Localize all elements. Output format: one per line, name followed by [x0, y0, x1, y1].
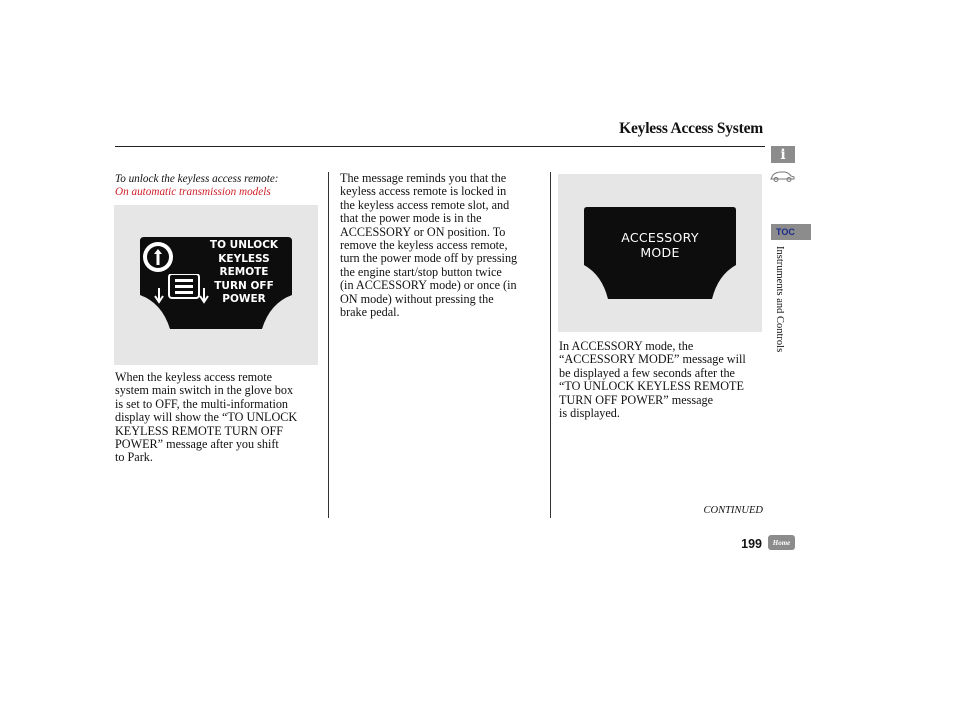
- text-line: “ACCESSORY MODE” message will: [559, 352, 746, 367]
- figure-unlock-message: [114, 205, 318, 365]
- text-line: to Park.: [115, 450, 153, 465]
- text-line: TURN OFF POWER” message: [559, 392, 714, 407]
- text-line: is displayed.: [559, 406, 620, 421]
- home-label: Home: [772, 538, 791, 547]
- text-line: In ACCESSORY mode, the: [559, 339, 694, 353]
- text-line: When the keyless access remote: [115, 370, 273, 384]
- display-line: MODE: [640, 245, 680, 260]
- text-line: ON mode) without pressing the: [340, 291, 494, 306]
- car-icon-graphic: [768, 168, 796, 184]
- text-line: is set to OFF, the multi-information: [115, 396, 289, 411]
- column-divider-2: [550, 172, 551, 518]
- column3-paragraph: [559, 340, 765, 420]
- text-line: the keyless access remote slot, and: [340, 197, 510, 212]
- text-line: KEYLESS REMOTE TURN OFF: [115, 423, 284, 438]
- section-tab-label: Instruments and Controls: [774, 246, 785, 353]
- text-line: turn the power mode off by pressing: [340, 251, 518, 266]
- text-line: ACCESSORY or ON position. To: [340, 224, 506, 239]
- display-line: KEYLESS: [218, 252, 270, 265]
- column-divider-1: [328, 172, 329, 518]
- text-line: be displayed a few seconds after the: [559, 365, 735, 380]
- text-line: The message reminds you that the: [340, 171, 507, 185]
- unlock-message-text: [206, 239, 282, 307]
- display-line: REMOTE: [219, 266, 269, 278]
- model-note: On automatic transmission models: [115, 186, 271, 198]
- text-line: POWER” message after you shift: [115, 437, 279, 452]
- keyless-remote-icon: [142, 241, 174, 273]
- page-number: 199: [741, 537, 762, 551]
- text-line: the engine start/stop button twice: [340, 264, 502, 279]
- info-icon-glyph: i: [780, 146, 786, 163]
- page-title: Keyless Access System: [619, 120, 763, 137]
- home-button[interactable]: [768, 535, 795, 550]
- display-line: ACCESSORY: [621, 230, 699, 245]
- intro-heading: To unlock the keyless access remote:: [115, 173, 279, 185]
- header-rule: [115, 146, 765, 147]
- text-line: keyless access remote is locked in: [340, 184, 507, 199]
- figure-accessory-mode: [558, 174, 762, 332]
- continued-label: CONTINUED: [703, 505, 763, 516]
- accessory-message-text: [584, 230, 736, 260]
- toc-button[interactable]: [771, 224, 811, 240]
- column2-paragraph: [340, 172, 548, 319]
- text-line: remove the keyless access remote,: [340, 238, 508, 253]
- toc-label: TOC: [776, 227, 795, 237]
- text-line: that the power mode is in the: [340, 211, 482, 226]
- text-line: brake pedal.: [340, 305, 400, 320]
- text-line: system main switch in the glove box: [115, 383, 294, 398]
- display-line: TURN OFF: [214, 279, 274, 292]
- text-line: “TO UNLOCK KEYLESS REMOTE: [559, 379, 744, 394]
- text-line: (in ACCESSORY mode) or once (in: [340, 278, 517, 293]
- car-icon[interactable]: [768, 168, 796, 184]
- text-line: display will show the “TO UNLOCK: [115, 410, 298, 425]
- display-line: TO UNLOCK: [209, 239, 279, 251]
- column1-paragraph: [115, 371, 325, 465]
- display-line: POWER: [222, 293, 266, 305]
- info-icon[interactable]: [771, 146, 795, 163]
